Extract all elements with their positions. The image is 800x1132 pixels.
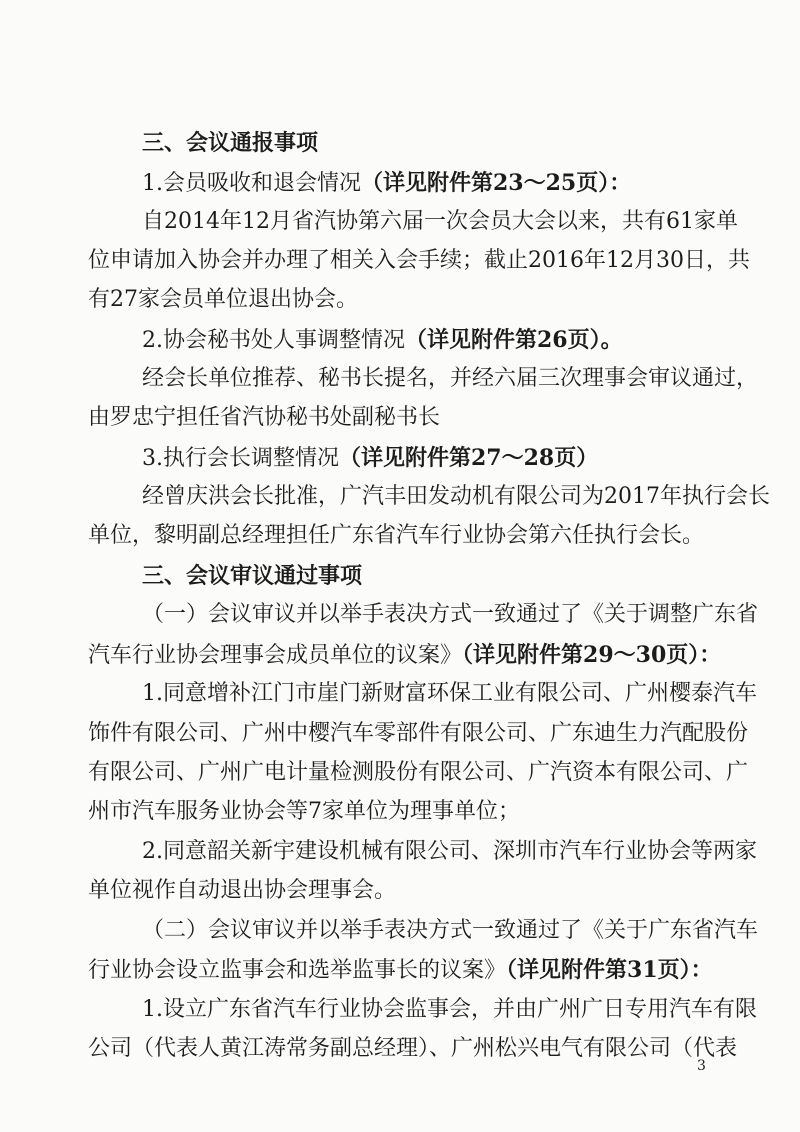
paragraph-line: （二）会议审议并以举手表决方式一致通过了《关于广东省汽车 [142, 918, 759, 943]
paragraph-line: 位申请加入协会并办理了相关入会手续；截止2016年12月30日，共 [88, 248, 750, 273]
paragraph-line: 2.同意韶关新宇建设机械有限公司、深圳市汽车行业协会等两家 [142, 839, 757, 864]
paragraph-line: 经会长单位推荐、秘书长提名，并经六届三次理事会审议通过， [142, 366, 759, 391]
paragraph-line: 单位视作自动退出协会理事会。 [88, 878, 397, 903]
paragraph-line: 饰件有限公司、广州中樱汽车零部件有限公司、广东迪生力汽配股份 [88, 721, 749, 746]
paragraph-line: 有27家会员单位退出协会。 [88, 287, 358, 312]
attachment-reference: （详见附件第31页）： [506, 957, 713, 983]
paragraph-line: 1.设立广东省汽车行业协会监事会，并由广州广日专用汽车有限 [142, 997, 757, 1022]
paragraph-line: 由罗忠宁担任省汽协秘书处副秘书长 [88, 405, 441, 430]
page-number: 3 [697, 1058, 706, 1074]
paragraph-line: 有限公司、广州广电计量检测股份有限公司、广汽资本有限公司、广 [88, 760, 749, 785]
attachment-reference: （详见附件第23～25页）： [361, 170, 632, 196]
paragraph-line: 州市汽车服务业协会等7家单位为理事单位； [88, 799, 520, 824]
paragraph-line: 1.同意增补江门市崖门新财富环保工业有限公司、广州樱泰汽车 [142, 681, 757, 706]
paragraph-line: 汽车行业协会理事会成员单位的议案》（详见附件第29～30页）： [88, 642, 722, 668]
attachment-reference: （详见附件第26页）。 [405, 327, 623, 353]
attachment-reference: （详见附件第27～28页） [339, 445, 599, 471]
section-heading-approved: 三、会议审议通过事项 [142, 563, 363, 589]
subheading-secretariat: 2.协会秘书处人事调整情况（详见附件第26页）。 [142, 327, 623, 353]
paragraph-line: 公司（代表人黄江涛常务副总经理）、广州松兴电气有限公司（代表 [88, 1036, 738, 1061]
paragraph-line: （一）会议审议并以举手表决方式一致通过了《关于调整广东省 [142, 602, 759, 627]
section-heading-report: 三、会议通报事项 [142, 130, 319, 156]
paragraph-line: 行业协会设立监事会和选举监事长的议案》（详见附件第31页）： [88, 957, 713, 983]
subheading-executive-president: 3.执行会长调整情况（详见附件第27～28页） [142, 445, 599, 471]
subheading-membership: 1.会员吸收和退会情况（详见附件第23～25页）： [142, 170, 632, 196]
attachment-reference: （详见附件第29～30页）： [462, 642, 722, 668]
paragraph-line: 单位，黎明副总经理担任广东省汽车行业协会第六任执行会长。 [88, 523, 705, 548]
paragraph-line: 经曾庆洪会长批准，广汽丰田发动机有限公司为2017年执行会长 [142, 484, 770, 509]
paragraph-line: 自2014年12月省汽协第六届一次会员大会以来，共有61家单 [142, 209, 738, 234]
